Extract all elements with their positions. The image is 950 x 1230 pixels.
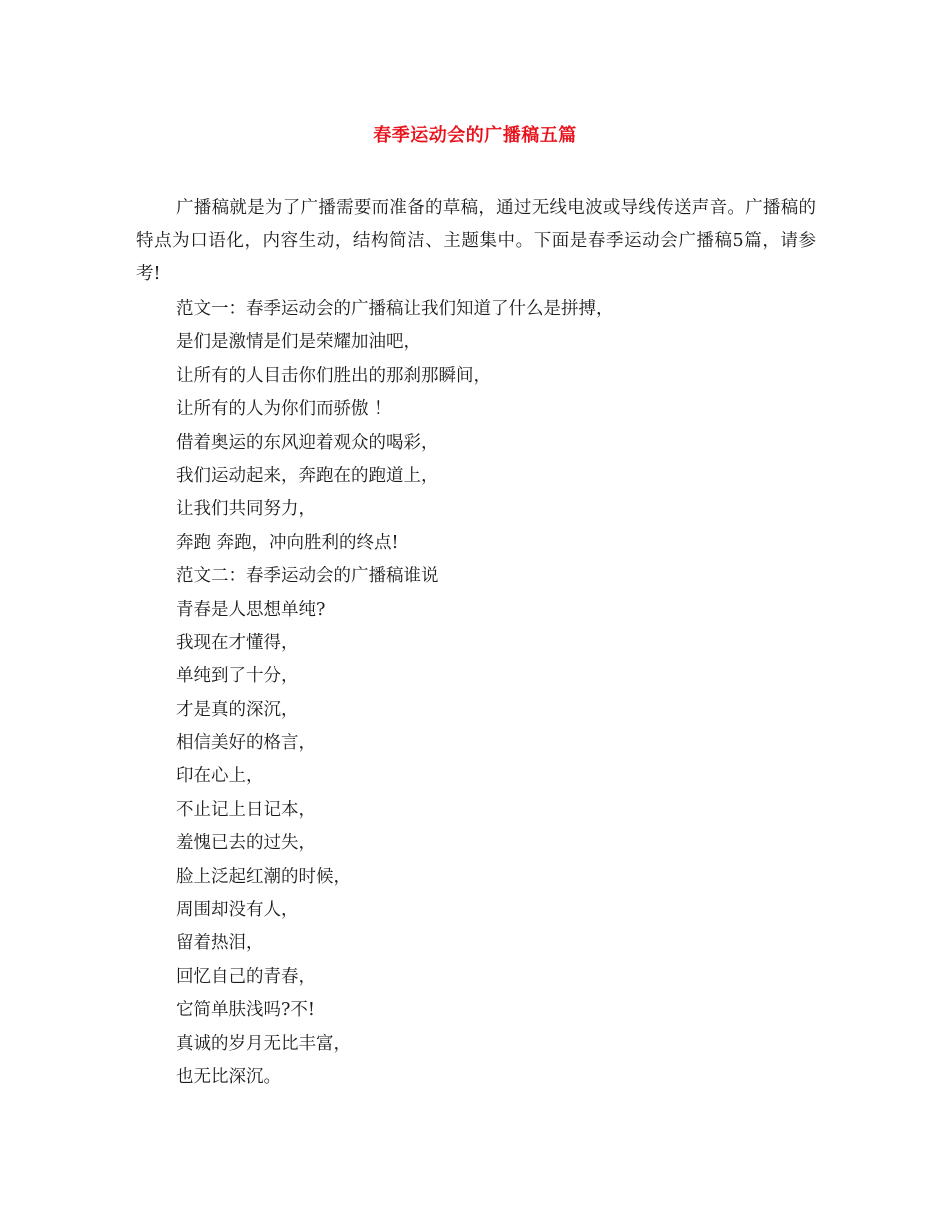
text-line: 它简单肤浅吗?不! [176, 1000, 315, 1021]
intro-paragraph: 广播稿就是为了广播需要而准备的草稿，通过无线电波或导线传送声音。广播稿的特点为口语化，内容生动，结构简洁、主题集中。下面是春季运动会广播稿5篇，请参考! [136, 198, 816, 284]
text-line: 让所有的人为你们而骄傲 ！ [176, 399, 392, 420]
text-line: 青春是人思想单纯? [176, 599, 326, 620]
document-title: 春季运动会的广播稿五篇 [373, 125, 577, 146]
text-line: 奔跑 奔跑，冲向胜利的终点! [176, 532, 399, 553]
text-line: 让我们共同努力， [176, 499, 316, 520]
text-line: 才是真的深沉， [176, 699, 299, 720]
text-line: 也无比深沉。 [176, 1066, 281, 1087]
text-line: 单纯到了十分， [176, 666, 299, 687]
text-line: 周围却没有人， [176, 900, 299, 921]
text-line: 借着奥运的东风迎着观众的喝彩， [176, 432, 439, 453]
text-line: 脸上泛起红潮的时候， [176, 866, 351, 887]
text-line: 让所有的人目击你们胜出的那刹那瞬间， [176, 365, 491, 386]
text-line: 留着热泪， [176, 933, 264, 954]
text-line: 相信美好的格言， [176, 733, 316, 754]
text-line: 回忆自己的青春， [176, 966, 316, 987]
text-line: 不止记上日记本， [176, 799, 316, 820]
poem-lines [176, 293, 614, 1094]
text-line: 我现在才懂得， [176, 632, 299, 653]
text-line: 范文一：春季运动会的广播稿让我们知道了什么是拼搏， [176, 299, 614, 319]
text-line: 范文二：春季运动会的广播稿谁说 [176, 566, 439, 587]
text-line: 是们是激情是们是荣耀加油吧， [176, 332, 421, 353]
text-line: 我们运动起来，奔跑在的跑道上， [176, 465, 439, 486]
text-line: 印在心上， [176, 766, 264, 787]
text-line: 真诚的岁月无比丰富， [176, 1033, 351, 1054]
text-line: 羞愧已去的过失， [176, 833, 316, 854]
